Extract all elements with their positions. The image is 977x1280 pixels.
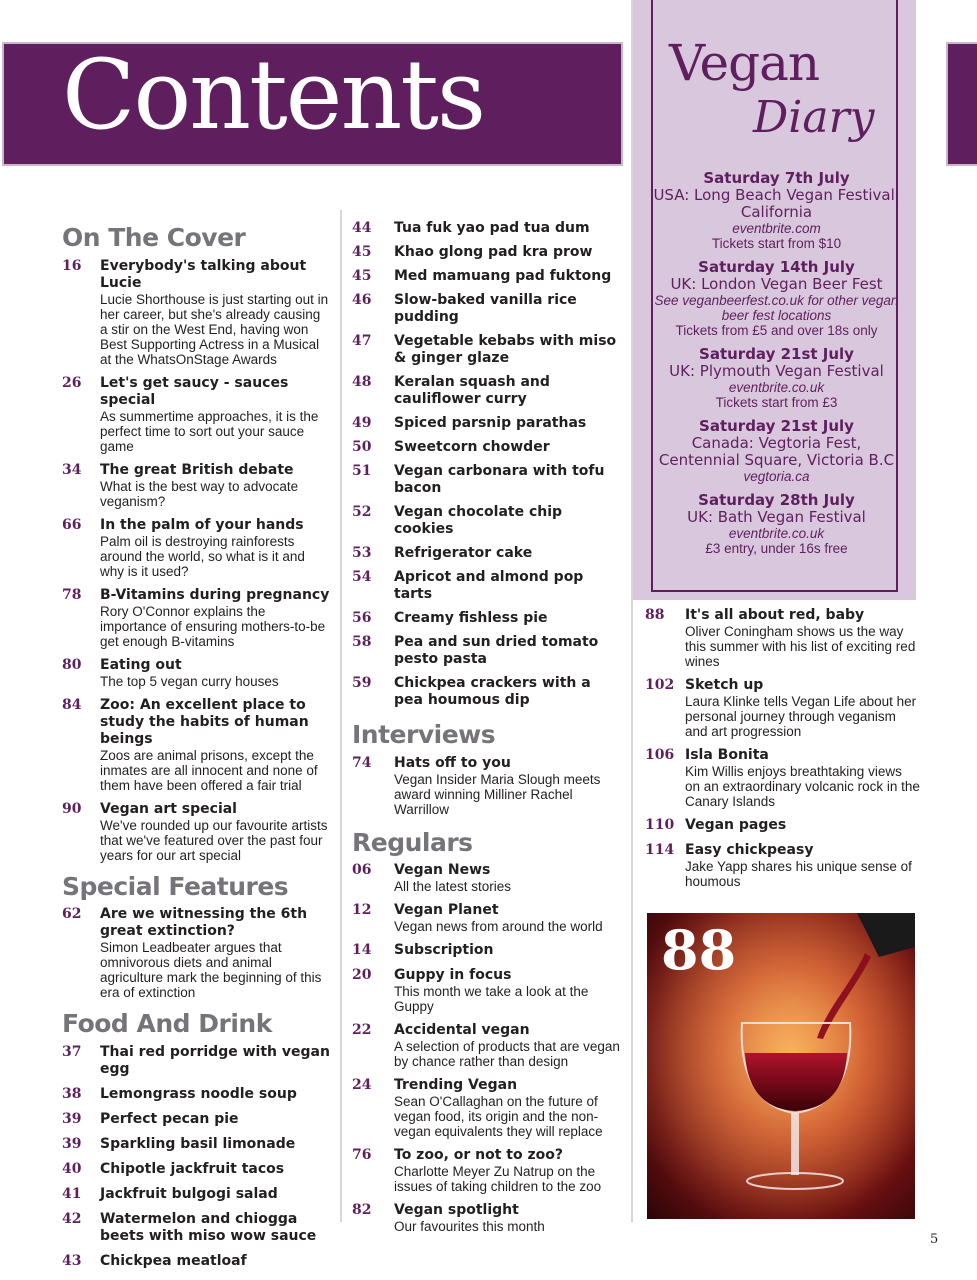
toc-entry[interactable]: [62, 1161, 330, 1178]
toc-page-number: 66: [62, 516, 82, 533]
toc-entry[interactable]: [62, 587, 330, 649]
toc-entry[interactable]: [62, 906, 330, 1000]
event-date: Saturday 14th July: [698, 258, 855, 276]
toc-page-number: 50: [352, 439, 372, 455]
toc-description: All the latest stories: [394, 879, 512, 894]
toc-entry[interactable]: [62, 375, 330, 454]
diary-event: [653, 346, 900, 410]
toc-entry[interactable]: [352, 862, 622, 894]
toc-entry[interactable]: [352, 755, 622, 817]
toc-page-number: 34: [62, 461, 82, 478]
section-heading: Regulars: [352, 827, 473, 857]
toc-description: Zoos are animal prisons, except the inmates are all innocent and none of them have been offered a fair trial: [100, 747, 318, 793]
event-date: Saturday 21st July: [699, 417, 854, 435]
toc-title: Sparkling basil limonade: [100, 1135, 296, 1152]
toc-description: This month we take a look at the Guppy: [394, 984, 589, 1014]
vegan-diary-frame: [651, 0, 898, 592]
toc-description: Rory O'Connor explains the importance of ensuring mothers-to-be get enough B-vitamins: [100, 603, 326, 649]
toc-page-number: 53: [352, 545, 372, 561]
toc-page-number: 22: [352, 1022, 372, 1038]
toc-entry[interactable]: [62, 258, 330, 367]
toc-title: Watermelon and chiogga beets with miso wow sauce: [100, 1210, 317, 1244]
toc-description: Kim Willis enjoys breathtaking views on an extraordinary volcanic rock in the Canary Islands: [685, 764, 920, 809]
diary-event: [653, 492, 900, 556]
toc-description: Charlotte Meyer Zu Natrup on the issues of taking children to the zoo: [394, 1164, 602, 1194]
diary-event: [653, 259, 900, 338]
event-website[interactable]: eventbrite.co.uk: [728, 380, 825, 395]
toc-title: Chickpea crackers with a pea houmous dip: [394, 675, 591, 708]
regulars-continued-list: [645, 607, 920, 889]
toc-title: In the palm of your hands: [100, 516, 304, 533]
toc-page-number: 51: [352, 463, 372, 479]
toc-title: Vegan pages: [685, 817, 787, 833]
toc-title: Perfect pecan pie: [100, 1110, 239, 1127]
toc-entry[interactable]: [352, 1077, 622, 1139]
toc-description: What is the best way to advocate veganism?: [100, 478, 299, 509]
toc-page-number: 58: [352, 634, 372, 650]
toc-title: B-Vitamins during pregnancy: [100, 586, 330, 603]
toc-page-number: 106: [645, 747, 675, 763]
regulars-list: [352, 862, 622, 1234]
diary-event: [653, 418, 900, 484]
toc-title: Vegan News: [394, 862, 491, 878]
toc-title: Everybody's talking about Lucie: [100, 257, 307, 291]
toc-page-number: 48: [352, 374, 372, 390]
event-title: UK: Plymouth Vegan Festival: [669, 362, 884, 380]
toc-page-number: 39: [62, 1135, 82, 1152]
toc-title: Guppy in focus: [394, 967, 512, 983]
toc-title: Vegetable kebabs with miso & ginger glaze: [394, 333, 617, 366]
toc-entry[interactable]: [352, 675, 622, 709]
diary-title-diary: Diary: [753, 92, 875, 143]
toc-title: Pea and sun dried tomato pesto pasta: [394, 634, 599, 667]
toc-title: Subscription: [394, 942, 494, 958]
recipes-continued-list: [352, 220, 622, 709]
toc-entry[interactable]: [352, 504, 622, 538]
toc-description: Sean O'Callaghan on the future of vegan food, its origin and the non-vegan equivalents they will replace: [394, 1094, 603, 1139]
toc-entry[interactable]: [352, 463, 622, 497]
food-and-drink-list: [62, 1044, 330, 1270]
toc-title: Sweetcorn chowder: [394, 439, 550, 455]
toc-entry[interactable]: [352, 333, 622, 367]
toc-title: Spiced parsnip parathas: [394, 415, 587, 431]
column-middle: [352, 220, 622, 1242]
toc-page-number: 84: [62, 696, 82, 713]
toc-entry[interactable]: [352, 902, 622, 934]
toc-description: We've rounded up our favourite artists that we've featured over the past four years for our art special: [100, 817, 328, 863]
toc-entry[interactable]: [62, 1211, 330, 1245]
toc-page-number: 74: [352, 754, 372, 771]
toc-title: Chipotle jackfruit tacos: [100, 1160, 285, 1177]
toc-entry[interactable]: [352, 569, 622, 603]
toc-page-number: 12: [352, 902, 372, 918]
toc-page-number: 37: [62, 1043, 82, 1060]
vegan-diary-panel: [633, 0, 916, 600]
toc-entry[interactable]: [645, 842, 920, 889]
section-heading: Interviews: [352, 720, 496, 749]
page-title: Contents: [62, 39, 485, 151]
toc-page-number: 114: [645, 842, 675, 858]
toc-entry[interactable]: [645, 817, 920, 834]
event-date: Saturday 28th July: [698, 491, 855, 509]
toc-entry[interactable]: [645, 747, 920, 809]
toc-entry[interactable]: [62, 697, 330, 793]
event-ticket-note: Tickets from £5 and over 18s only: [675, 323, 878, 338]
column-right: [645, 607, 920, 897]
column-divider: [340, 210, 342, 1222]
event-title: UK: Bath Vegan Festival: [687, 508, 866, 526]
toc-title: Tua fuk yao pad tua dum: [394, 220, 590, 236]
toc-page-number: 16: [62, 257, 82, 274]
interviews-list: [352, 755, 622, 817]
toc-title: Chickpea meatloaf: [100, 1252, 247, 1269]
toc-page-number: 43: [62, 1252, 82, 1269]
toc-page-number: 14: [352, 942, 372, 958]
toc-description: Oliver Coningham shows us the way this summer with his list of exciting red wines: [685, 624, 916, 669]
toc-entry[interactable]: [352, 374, 622, 408]
toc-description: As summertime approaches, it is the perfect time to sort out your sauce game: [100, 408, 319, 454]
feature-page-number: 88: [661, 918, 737, 982]
toc-description: A selection of products that are vegan by chance rather than design: [394, 1039, 620, 1069]
toc-title: Vegan carbonara with tofu bacon: [394, 463, 605, 496]
toc-page-number: 102: [645, 677, 675, 693]
toc-page-number: 78: [62, 586, 82, 603]
toc-title: Thai red porridge with vegan egg: [100, 1043, 330, 1077]
toc-entry[interactable]: [62, 1044, 330, 1078]
toc-page-number: 41: [62, 1185, 82, 1202]
toc-page-number: 42: [62, 1210, 82, 1227]
toc-title: Med mamuang pad fuktong: [394, 268, 612, 284]
toc-title: Lemongrass noodle soup: [100, 1085, 297, 1102]
toc-page-number: 90: [62, 800, 82, 817]
toc-entry[interactable]: [645, 677, 920, 739]
toc-title: Sketch up: [685, 677, 764, 693]
toc-entry[interactable]: [352, 292, 622, 326]
event-ticket-note: Tickets start from £3: [715, 395, 838, 410]
wine-photo: [647, 913, 915, 1219]
toc-page-number: 82: [352, 1202, 372, 1218]
toc-entry[interactable]: [352, 545, 622, 562]
toc-title: Vegan chocolate chip cookies: [394, 504, 563, 537]
toc-entry[interactable]: [352, 1147, 622, 1194]
toc-entry[interactable]: [352, 244, 622, 261]
toc-description: Simon Leadbeater argues that omnivorous diets and animal agriculture mark the beginning of this era of extinction: [100, 940, 322, 1000]
event-date: Saturday 7th July: [703, 169, 850, 187]
toc-title: Vegan spotlight: [394, 1202, 519, 1218]
toc-page-number: 62: [62, 906, 82, 922]
toc-entry[interactable]: [352, 220, 622, 237]
toc-title: Let's get saucy - sauces special: [100, 374, 289, 408]
diary-events: [653, 170, 900, 564]
toc-entry[interactable]: [62, 657, 330, 689]
toc-description: Jake Yapp shares his unique sense of houmous: [685, 859, 912, 889]
toc-title: To zoo, or not to zoo?: [394, 1147, 563, 1163]
toc-page-number: 45: [352, 244, 372, 260]
section-heading: Special Features: [62, 871, 289, 901]
page-folio: 5: [930, 1232, 939, 1247]
toc-page-number: 49: [352, 415, 372, 431]
toc-title: Easy chickpeasy: [685, 842, 814, 858]
toc-entry[interactable]: [352, 1202, 622, 1234]
toc-page-number: 52: [352, 504, 372, 520]
toc-title: Isla Bonita: [685, 747, 769, 763]
toc-page-number: 26: [62, 374, 82, 391]
toc-entry[interactable]: [62, 1136, 330, 1153]
diary-event: [653, 170, 900, 251]
event-website[interactable]: See veganbeerfest.co.uk for other vegan beer fest locations: [654, 293, 899, 323]
on-the-cover-list: [62, 258, 330, 863]
toc-entry[interactable]: [645, 607, 920, 669]
toc-entry[interactable]: [62, 1253, 330, 1270]
event-ticket-note: Tickets start from $10: [711, 236, 842, 251]
toc-description: Vegan news from around the world: [394, 919, 603, 934]
toc-page-number: 39: [62, 1110, 82, 1127]
toc-page-number: 56: [352, 610, 372, 626]
toc-title: Are we witnessing the 6th great extinction?: [100, 906, 308, 939]
toc-title: Creamy fishless pie: [394, 610, 548, 626]
toc-page-number: 76: [352, 1147, 372, 1163]
section-heading: Food And Drink: [62, 1009, 272, 1038]
toc-page-number: 47: [352, 333, 372, 349]
toc-page-number: 24: [352, 1077, 372, 1093]
next-page-tab: [946, 42, 977, 166]
event-website[interactable]: eventbrite.co.uk: [728, 526, 825, 541]
toc-entry[interactable]: [352, 634, 622, 668]
toc-description: Our favourites this month: [394, 1219, 545, 1234]
toc-entry[interactable]: [352, 942, 622, 959]
toc-title: It's all about red, baby: [685, 607, 865, 623]
toc-page-number: 59: [352, 675, 372, 691]
toc-page-number: 46: [352, 292, 372, 308]
toc-entry[interactable]: [62, 1186, 330, 1203]
section-heading: On The Cover: [62, 223, 246, 252]
toc-title: Hats off to you: [394, 754, 511, 771]
column-left: [62, 220, 330, 1278]
special-features-list: [62, 906, 330, 1000]
toc-page-number: 06: [352, 862, 372, 878]
toc-page-number: 38: [62, 1085, 82, 1102]
toc-title: The great British debate: [100, 461, 294, 478]
toc-page-number: 88: [645, 607, 665, 623]
toc-entry[interactable]: [62, 517, 330, 579]
toc-entry[interactable]: [352, 268, 622, 285]
toc-page-number: 40: [62, 1160, 82, 1177]
toc-title: Trending Vegan: [394, 1077, 518, 1093]
toc-title: Khao glong pad kra prow: [394, 244, 593, 260]
toc-description: The top 5 vegan curry houses: [100, 673, 279, 689]
toc-entry[interactable]: [62, 801, 330, 863]
diary-title-vegan: Vegan: [669, 34, 820, 92]
toc-description: Vegan Insider Maria Slough meets award winning Milliner Rachel Warrillow: [394, 771, 601, 817]
toc-title: Apricot and almond pop tarts: [394, 569, 584, 602]
event-ticket-note: £3 entry, under 16s free: [705, 541, 848, 556]
toc-entry[interactable]: [352, 1022, 622, 1069]
toc-entry[interactable]: [352, 415, 622, 432]
event-website[interactable]: eventbrite.com: [732, 221, 821, 236]
toc-description: Lucie Shorthouse is just starting out in her career, but she's already causing a stir on the West End, having won Best Supporting Actress in a Musical at the WhatsOnStage Awards: [100, 291, 329, 367]
toc-page-number: 20: [352, 967, 372, 983]
toc-page-number: 44: [352, 220, 372, 236]
toc-title: Accidental vegan: [394, 1022, 530, 1038]
toc-entry[interactable]: [352, 439, 622, 456]
toc-title: Jackfruit bulgogi salad: [100, 1185, 278, 1202]
toc-title: Zoo: An excellent place to study the habits of human beings: [100, 696, 309, 747]
toc-description: Palm oil is destroying rainforests around the world, so what is it and why is it used?: [100, 533, 305, 579]
toc-entry[interactable]: [352, 610, 622, 627]
toc-entry[interactable]: [62, 1111, 330, 1128]
toc-page-number: 45: [352, 268, 372, 284]
toc-title: Refrigerator cake: [394, 545, 533, 561]
toc-page-number: 54: [352, 569, 372, 585]
toc-title: Vegan art special: [100, 800, 237, 817]
toc-page-number: 80: [62, 656, 82, 673]
event-title: Canada: Vegtoria Fest, Centennial Square, Victoria B.C: [658, 434, 895, 469]
toc-title: Eating out: [100, 656, 182, 673]
event-website[interactable]: vegtoria.ca: [743, 469, 810, 484]
toc-entry[interactable]: [62, 462, 330, 509]
toc-entry[interactable]: [62, 1086, 330, 1103]
toc-entry[interactable]: [352, 967, 622, 1014]
event-title: USA: Long Beach Vegan Festival, California: [653, 186, 900, 221]
toc-title: Keralan squash and cauliflower curry: [394, 374, 550, 407]
toc-description: Laura Klinke tells Vegan Life about her personal journey through veganism and art progression: [685, 694, 917, 739]
toc-title: Vegan Planet: [394, 902, 499, 918]
event-date: Saturday 21st July: [699, 345, 854, 363]
toc-title: Slow-baked vanilla rice pudding: [394, 292, 577, 325]
toc-page-number: 110: [645, 817, 675, 833]
event-title: UK: London Vegan Beer Fest: [670, 275, 883, 293]
